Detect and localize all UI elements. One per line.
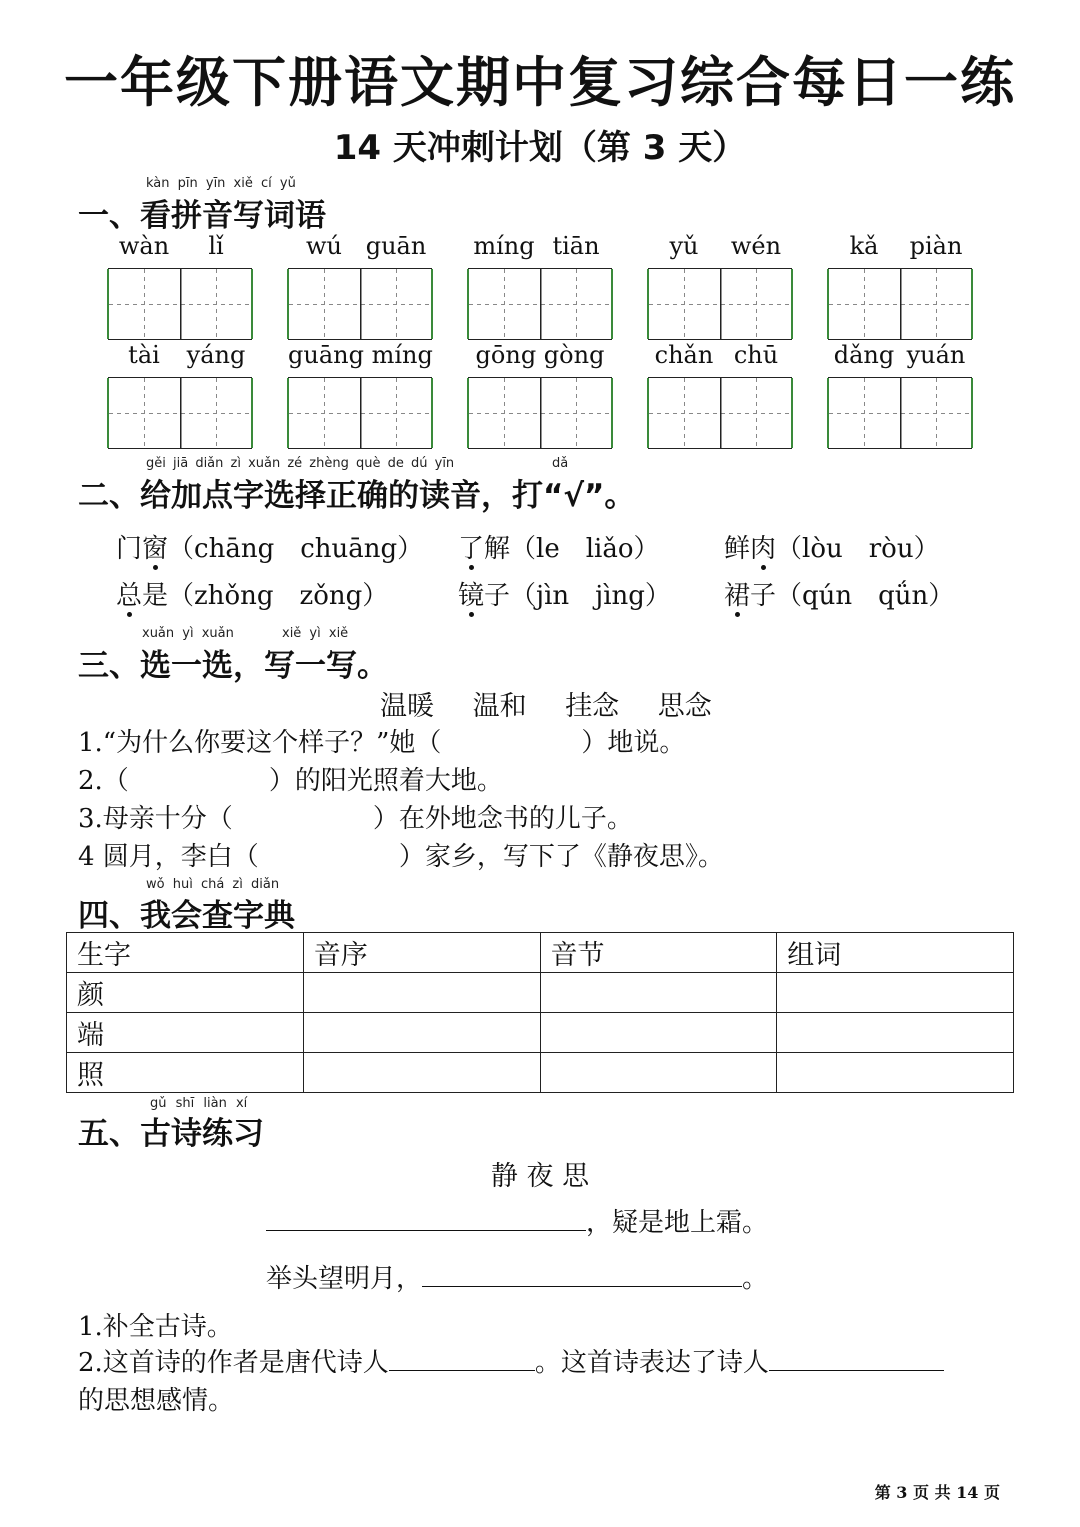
poem-text: ，疑是地上霜。 (586, 1208, 769, 1238)
poem-blank[interactable] (266, 1204, 586, 1231)
pinyin-options: （zhǒng zǒng） (168, 581, 389, 611)
fill-line-4 (78, 836, 724, 873)
writing-grid-box[interactable] (648, 377, 792, 449)
table-cell-blank[interactable] (303, 1053, 540, 1093)
word-char: 解 (484, 534, 511, 564)
pronunciation-item[interactable] (458, 528, 660, 565)
dictionary-table (66, 932, 1014, 1093)
question-text: 。这首诗表达了诗人 (534, 1348, 769, 1378)
word-bank-item: 温和 (472, 691, 527, 722)
pronunciation-item[interactable] (724, 575, 954, 612)
fill-line-2 (78, 760, 503, 797)
pinyin-label: wàn (118, 232, 170, 260)
table-row (67, 1053, 1014, 1093)
table-row (67, 973, 1014, 1013)
word-char: 子 (750, 581, 777, 611)
table-cell-blank[interactable] (303, 973, 540, 1013)
pinyin-label: dǎng (833, 341, 895, 369)
section2-heading-pinyin-2: dǎ (552, 456, 569, 471)
pinyin-label: kǎ (849, 232, 879, 260)
section3-heading-pinyin-a: xuǎn yì xuǎn (142, 626, 234, 641)
pinyin-options: （qún qǘn） (776, 581, 955, 611)
question-text: 2.这首诗的作者是唐代诗人 (78, 1348, 389, 1378)
writing-grid-box[interactable] (648, 268, 792, 340)
table-header-row (67, 933, 1014, 973)
writing-grid-box[interactable] (108, 268, 252, 340)
dotted-char: 窗 (142, 534, 169, 564)
section5-heading-pinyin: gǔ shī liàn xí (150, 1096, 248, 1111)
pinyin-label: míng (473, 232, 535, 260)
table-header-cell: 音节 (540, 933, 777, 973)
table-cell-character: 颜 (67, 973, 304, 1013)
table-cell-character: 照 (67, 1053, 304, 1093)
pinyin-label: wú (306, 232, 342, 260)
poem-text: 。 (742, 1264, 769, 1294)
word-char: 鲜 (724, 534, 751, 564)
writing-grid-box[interactable] (108, 377, 252, 449)
writing-grid-box[interactable] (468, 268, 612, 340)
pinyin-label: yáng (186, 341, 246, 369)
page-footer: 第 3 页 共 14 页 (874, 1483, 1000, 1502)
fill-line-3 (78, 798, 633, 835)
poem-line-1 (266, 1202, 768, 1239)
table-cell-blank[interactable] (540, 973, 777, 1013)
poem-line-2 (266, 1258, 768, 1295)
fill-line-text: 1.“为什么你要这个样子？”她（ (78, 728, 442, 758)
fill-line-text: ）家乡，写下了《静夜思》。 (398, 842, 724, 872)
word-char: 是 (142, 581, 169, 611)
pinyin-label: yuán (906, 341, 966, 369)
table-cell-blank[interactable] (303, 1013, 540, 1053)
section1-heading-pinyin: kàn pīn yīn xiě cí yǔ (146, 176, 296, 191)
page-title: 一年级下册语文期中复习综合每日一练 (64, 51, 1016, 114)
writing-grid-box[interactable] (468, 377, 612, 449)
pinyin-options: （le liǎo） (510, 534, 660, 564)
word-bank-item: 温暖 (380, 691, 434, 722)
fill-line-text: 2.（ (78, 766, 129, 796)
section5-heading: 五、古诗练习 (78, 1116, 264, 1152)
fill-line-1 (78, 722, 685, 759)
table-cell-blank[interactable] (777, 1053, 1014, 1093)
table-cell-blank[interactable] (777, 973, 1014, 1013)
pinyin-label: guān (365, 232, 427, 260)
poem-blank[interactable] (422, 1260, 742, 1287)
pinyin-label: guāng míng (288, 341, 433, 369)
pinyin-label: chǎn (654, 341, 714, 369)
question-2-continued: 的思想感情。 (78, 1386, 235, 1416)
question-1: 1.补全古诗。 (78, 1312, 233, 1342)
table-cell-blank[interactable] (540, 1013, 777, 1053)
word-char: 门 (116, 534, 143, 564)
fill-line-text: 4 圆月，李白（ (78, 842, 259, 872)
table-cell-blank[interactable] (777, 1013, 1014, 1053)
writing-grid-box[interactable] (828, 377, 972, 449)
answer-blank[interactable] (769, 1344, 944, 1371)
section1-heading: 一、看拼音写词语 (78, 198, 326, 234)
fill-line-text: ）的阳光照着大地。 (268, 766, 503, 796)
dotted-char: 肉 (750, 534, 777, 564)
writing-grid-box[interactable] (288, 377, 432, 449)
word-bank-item: 挂念 (565, 691, 620, 722)
word-char: 子 (484, 581, 511, 611)
fill-line-text: ）地说。 (581, 728, 686, 758)
table-row (67, 1013, 1014, 1053)
section2-heading-pinyin: gěi jiā diǎn zì xuǎn zé zhèng què de dú yīn (146, 456, 455, 471)
pinyin-label: gōng gòng (475, 341, 605, 369)
fill-line-text: ）在外地念书的儿子。 (372, 804, 633, 834)
dotted-char: 总 (116, 581, 143, 611)
word-bank-item: 思念 (657, 691, 712, 722)
pinyin-label: chū (733, 341, 779, 369)
table-header-cell: 音序 (303, 933, 540, 973)
dotted-char: 裙 (724, 581, 751, 611)
poem-title: 静 夜 思 (490, 1161, 590, 1192)
pinyin-label: wén (730, 232, 782, 260)
section3-heading: 三、选一选，写一写。 (78, 648, 388, 684)
section4-heading: 四、我会查字典 (78, 898, 295, 934)
writing-grid-box[interactable] (828, 268, 972, 340)
poem-text: 举头望明月， (266, 1264, 423, 1294)
fill-line-text: 3.母亲十分（ (78, 804, 233, 834)
pinyin-options: （jìn jìng） (510, 581, 671, 611)
pronunciation-item[interactable] (116, 575, 388, 612)
section3-heading-pinyin-b: xiě yì xiě (282, 626, 349, 641)
section4-heading-pinyin: wǒ huì chá zì diǎn (146, 877, 280, 892)
pinyin-label: yǔ (669, 232, 699, 260)
pinyin-label: lǐ (208, 232, 224, 260)
pronunciation-item[interactable] (458, 575, 671, 612)
writing-grid-box[interactable] (288, 268, 432, 340)
question-2 (78, 1342, 944, 1379)
section2-heading: 二、给加点字选择正确的读音，打“√”。 (78, 478, 636, 514)
pinyin-label: tài (128, 341, 160, 369)
pinyin-options: （chāng chuāng） (168, 534, 424, 564)
pinyin-label: piàn (909, 232, 963, 260)
pinyin-options: （lòu ròu） (776, 534, 940, 564)
word-bank (380, 684, 712, 723)
table-header-cell: 生字 (67, 933, 304, 973)
pronunciation-item[interactable] (116, 528, 423, 565)
dotted-char: 了 (458, 534, 485, 564)
dotted-char: 镜 (458, 581, 485, 611)
answer-blank[interactable] (389, 1344, 535, 1371)
table-cell-character: 端 (67, 1013, 304, 1053)
page-subtitle: 14 天冲刺计划（第 3 天） (333, 128, 747, 168)
table-cell-blank[interactable] (540, 1053, 777, 1093)
pinyin-label: tiān (552, 232, 600, 260)
table-header-cell: 组词 (777, 933, 1014, 973)
pronunciation-item[interactable] (724, 528, 940, 565)
